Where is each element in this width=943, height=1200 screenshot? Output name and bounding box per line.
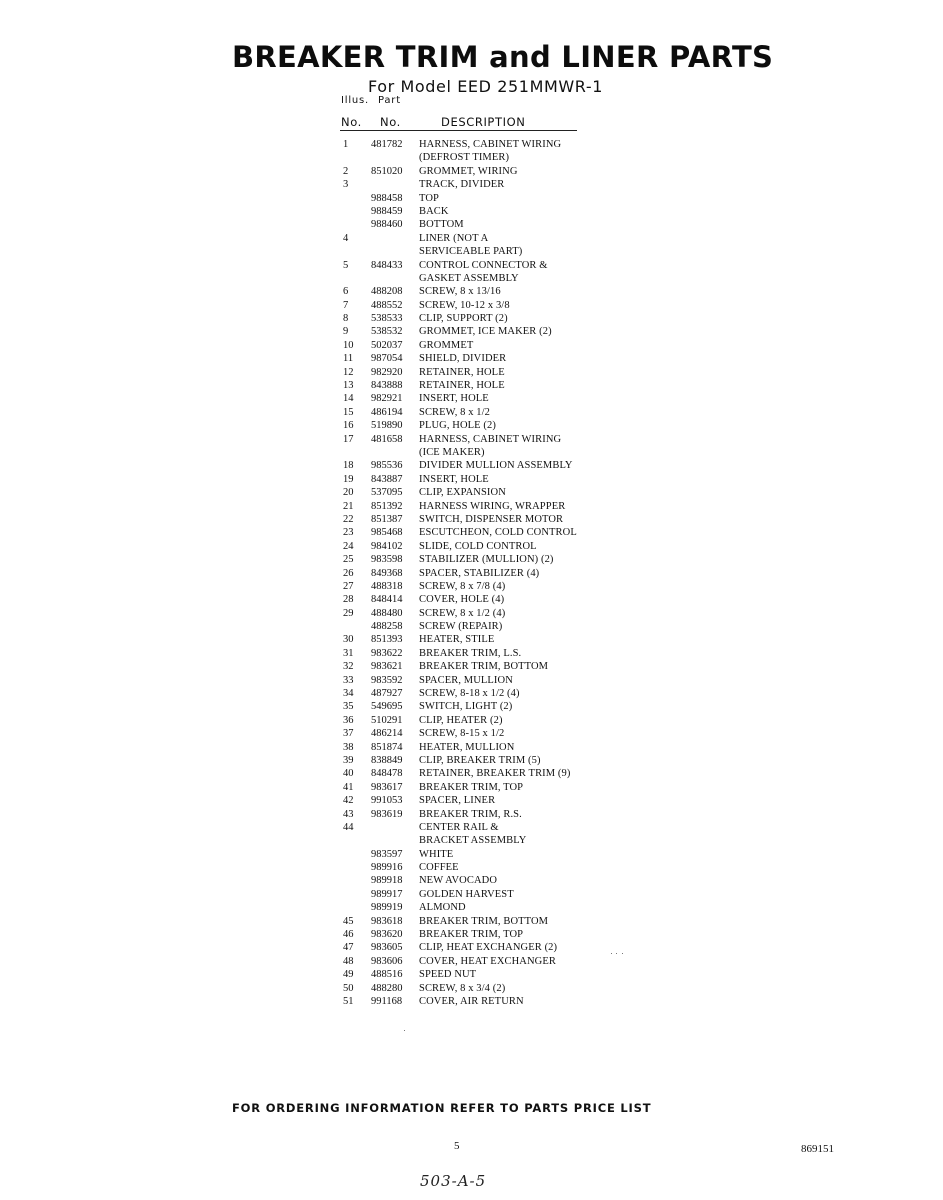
part-description: COVER, AIR RETURN — [419, 996, 524, 1007]
part-description: COVER, HEAT EXCHANGER — [419, 955, 556, 967]
table-row — [0, 660, 943, 673]
part-number: 991168 — [371, 996, 403, 1007]
table-row — [0, 995, 943, 1008]
table-row — [0, 941, 943, 954]
part-description: TRACK, DIVIDER — [419, 179, 505, 191]
table-row — [0, 325, 943, 338]
table-row — [0, 754, 943, 767]
illus-number: 30 — [343, 634, 354, 646]
illus-number: 40 — [343, 768, 354, 780]
part-number: 989918 — [371, 875, 403, 887]
ordering-note: FOR ORDERING INFORMATION REFER TO PARTS PRICE LIST — [232, 1101, 652, 1115]
illus-number: 21 — [343, 500, 354, 512]
illus-number: 29 — [343, 607, 354, 619]
illus-number: 38 — [343, 741, 354, 753]
part-number: 488480 — [371, 607, 403, 619]
part-description: SCREW, 10-12 x 3/8 — [419, 299, 510, 311]
part-number: 510291 — [371, 714, 403, 726]
table-row — [0, 312, 943, 325]
part-description: SLIDE, COLD CONTROL — [419, 540, 537, 552]
part-description: SCREW, 8-18 x 1/2 (4) — [419, 688, 520, 700]
table-row — [0, 674, 943, 687]
illus-number: 32 — [343, 661, 354, 673]
illus-number: 31 — [343, 647, 354, 659]
part-description: CLIP, SUPPORT (2) — [419, 313, 508, 325]
illus-number: 42 — [343, 795, 354, 807]
part-number: 988460 — [371, 219, 403, 231]
illus-number: 26 — [343, 567, 354, 579]
illus-number: 19 — [343, 473, 354, 485]
table-row — [0, 901, 943, 914]
table-row — [0, 446, 943, 459]
table-row — [0, 392, 943, 405]
table-row — [0, 714, 943, 727]
part-number: 851387 — [371, 513, 403, 525]
illus-number: 7 — [343, 299, 349, 311]
illus-number: 25 — [343, 554, 354, 566]
table-row — [0, 607, 943, 620]
part-number: 537095 — [371, 487, 403, 499]
column-header-part: Part — [378, 95, 401, 106]
illus-number: 23 — [343, 527, 354, 539]
illus-number: 28 — [343, 594, 354, 606]
part-number: 487927 — [371, 688, 403, 700]
illus-number: 39 — [343, 754, 354, 766]
table-row — [0, 915, 943, 928]
illus-number: 27 — [343, 580, 354, 592]
part-number: 851393 — [371, 634, 403, 646]
illus-number: 50 — [343, 982, 354, 994]
part-description: BOTTOM — [419, 219, 464, 231]
illus-number: 41 — [343, 781, 354, 793]
table-row — [0, 821, 943, 834]
illus-number: 10 — [343, 339, 354, 351]
part-description: SCREW, 8-15 x 1/2 — [419, 728, 505, 740]
part-number: 984102 — [371, 540, 403, 552]
part-number: 838849 — [371, 754, 403, 766]
part-description: SWITCH, DISPENSER MOTOR — [419, 513, 564, 525]
part-number: 982921 — [371, 393, 403, 405]
table-row — [0, 580, 943, 593]
handwritten-note: 503-A-5 — [420, 1172, 487, 1190]
table-row — [0, 138, 943, 151]
illus-number: 2 — [343, 165, 349, 177]
part-description: BACK — [419, 205, 449, 217]
table-row — [0, 874, 943, 887]
part-number: 985468 — [371, 527, 403, 539]
part-description: SWITCH, LIGHT (2) — [419, 701, 513, 713]
part-number: 983592 — [371, 674, 403, 686]
part-number: 985536 — [371, 460, 403, 472]
table-row — [0, 808, 943, 821]
illus-number: 16 — [343, 420, 354, 432]
part-number: 843887 — [371, 473, 403, 485]
part-number: 848433 — [371, 259, 403, 271]
table-row — [0, 794, 943, 807]
parts-table — [0, 138, 943, 1008]
table-row — [0, 379, 943, 392]
part-description: GROMMET, WIRING — [419, 165, 518, 177]
part-description: CLIP, EXPANSION — [419, 487, 506, 499]
part-description: HARNESS, CABINET WIRING — [419, 433, 562, 445]
part-number: 988459 — [371, 205, 403, 217]
document-number: 869151 — [801, 1143, 834, 1155]
part-description: STABILIZER (MULLION) (2) — [419, 554, 554, 566]
table-row — [0, 352, 943, 365]
part-description: SHIELD, DIVIDER — [419, 353, 507, 365]
part-number: 982920 — [371, 366, 403, 378]
column-header-description: DESCRIPTION — [441, 115, 526, 129]
part-number: 991053 — [371, 795, 403, 807]
illus-number: 12 — [343, 366, 354, 378]
illus-number: 3 — [343, 179, 349, 191]
table-row — [0, 741, 943, 754]
column-header-part-no: No. — [380, 115, 401, 129]
part-number: 519890 — [371, 420, 403, 432]
illus-number: 14 — [343, 393, 354, 405]
part-description: HEATER, MULLION — [419, 741, 515, 753]
table-row — [0, 205, 943, 218]
part-description: GOLDEN HARVEST — [419, 888, 514, 900]
part-description: DIVIDER MULLION ASSEMBLY — [419, 460, 573, 472]
table-row — [0, 553, 943, 566]
table-row — [0, 700, 943, 713]
part-number: 488318 — [371, 580, 403, 592]
part-description: SPEED NUT — [419, 969, 477, 981]
part-description: BREAKER TRIM, TOP — [419, 929, 524, 941]
part-description: SPACER, LINER — [419, 795, 496, 807]
part-description: WHITE — [419, 848, 454, 860]
part-description: (ICE MAKER) — [419, 446, 485, 458]
part-number: 989917 — [371, 888, 403, 900]
illus-number: 36 — [343, 714, 354, 726]
part-description: HARNESS WIRING, WRAPPER — [419, 500, 566, 512]
column-header-illus: Illus. — [341, 95, 370, 106]
part-number: 488208 — [371, 286, 403, 298]
part-description: GROMMET — [419, 339, 474, 351]
illus-number: 24 — [343, 540, 354, 552]
table-row — [0, 366, 943, 379]
table-row — [0, 165, 943, 178]
table-row — [0, 888, 943, 901]
part-number: 989916 — [371, 862, 403, 874]
part-description: RETAINER, BREAKER TRIM (9) — [419, 768, 571, 780]
scan-speck — [611, 953, 612, 954]
part-number: 983621 — [371, 661, 403, 673]
part-description: BREAKER TRIM, BOTTOM — [419, 661, 549, 673]
table-row — [0, 272, 943, 285]
part-number: 983622 — [371, 647, 403, 659]
part-number: 488516 — [371, 969, 403, 981]
table-row — [0, 982, 943, 995]
illus-number: 49 — [343, 969, 354, 981]
part-number: 488552 — [371, 299, 403, 311]
table-row — [0, 245, 943, 258]
table-row — [0, 593, 943, 606]
table-row — [0, 513, 943, 526]
scan-speck — [616, 953, 617, 954]
part-description: (DEFROST TIMER) — [419, 152, 510, 164]
illus-number: 9 — [343, 326, 349, 338]
table-row — [0, 218, 943, 231]
part-number: 983598 — [371, 554, 403, 566]
illus-number: 22 — [343, 513, 354, 525]
part-number: 851874 — [371, 741, 403, 753]
part-description: NEW AVOCADO — [419, 875, 498, 887]
part-description: GROMMET, ICE MAKER (2) — [419, 326, 552, 338]
part-number: 849368 — [371, 567, 403, 579]
page-title: BREAKER TRIM and LINER PARTS — [232, 40, 774, 74]
part-description: BRACKET ASSEMBLY — [419, 835, 527, 847]
page-number: 5 — [454, 1140, 460, 1152]
part-description: SERVICEABLE PART) — [419, 246, 523, 258]
part-number: 851392 — [371, 500, 403, 512]
part-description: GASKET ASSEMBLY — [419, 272, 519, 284]
model-subtitle: For Model EED 251MMWR-1 — [368, 77, 604, 96]
part-description: SCREW, 8 x 1/2 (4) — [419, 607, 506, 619]
part-description: CONTROL CONNECTOR & — [419, 259, 548, 271]
part-description: ALMOND — [419, 902, 466, 914]
illus-number: 5 — [343, 259, 349, 271]
table-row — [0, 232, 943, 245]
part-number: 988458 — [371, 192, 403, 204]
illus-number: 17 — [343, 433, 354, 445]
table-row — [0, 968, 943, 981]
part-description: RETAINER, HOLE — [419, 380, 505, 392]
part-number: 983618 — [371, 915, 403, 927]
table-row — [0, 178, 943, 191]
table-row — [0, 620, 943, 633]
part-number: 987054 — [371, 353, 403, 365]
illus-number: 34 — [343, 688, 354, 700]
part-description: BREAKER TRIM, R.S. — [419, 808, 522, 820]
part-description: BREAKER TRIM, BOTTOM — [419, 915, 549, 927]
part-description: COVER, HOLE (4) — [419, 594, 505, 606]
part-description: HARNESS, CABINET WIRING — [419, 139, 562, 150]
part-description: TOP — [419, 192, 439, 204]
table-row — [0, 151, 943, 164]
table-row — [0, 473, 943, 486]
part-description: BREAKER TRIM, L.S. — [419, 647, 522, 659]
table-row — [0, 727, 943, 740]
illus-number: 37 — [343, 728, 354, 740]
table-row — [0, 861, 943, 874]
part-description: CLIP, BREAKER TRIM (5) — [419, 754, 541, 766]
table-row — [0, 567, 943, 580]
part-description: LINER (NOT A — [419, 232, 489, 244]
table-row — [0, 285, 943, 298]
table-row — [0, 647, 943, 660]
illus-number: 46 — [343, 929, 354, 941]
table-row — [0, 848, 943, 861]
part-number: 488280 — [371, 982, 403, 994]
part-description: INSERT, HOLE — [419, 393, 489, 405]
part-number: 843888 — [371, 380, 403, 392]
part-number: 481782 — [371, 139, 403, 150]
column-header-illus-no: No. — [341, 115, 362, 129]
table-row — [0, 192, 943, 205]
part-number: 486194 — [371, 406, 403, 418]
illus-number: 51 — [343, 996, 354, 1007]
part-description: CLIP, HEAT EXCHANGER (2) — [419, 942, 558, 954]
table-row — [0, 406, 943, 419]
part-description: INSERT, HOLE — [419, 473, 489, 485]
illus-number: 1 — [343, 139, 349, 150]
part-description: SPACER, STABILIZER (4) — [419, 567, 540, 579]
table-row — [0, 834, 943, 847]
part-number: 983619 — [371, 808, 403, 820]
table-row — [0, 419, 943, 432]
part-number: 488258 — [371, 621, 403, 633]
illus-number: 15 — [343, 406, 354, 418]
part-description: RETAINER, HOLE — [419, 366, 505, 378]
illus-number: 35 — [343, 701, 354, 713]
part-description: ESCUTCHEON, COLD CONTROL — [419, 527, 577, 539]
table-row — [0, 633, 943, 646]
table-row — [0, 299, 943, 312]
part-description: BREAKER TRIM, TOP — [419, 781, 524, 793]
table-row — [0, 767, 943, 780]
illus-number: 20 — [343, 487, 354, 499]
part-description: COFFEE — [419, 862, 459, 874]
part-number: 983605 — [371, 942, 403, 954]
illus-number: 4 — [343, 232, 349, 244]
table-row — [0, 526, 943, 539]
part-description: SCREW, 8 x 3/4 (2) — [419, 982, 506, 994]
illus-number: 11 — [343, 353, 354, 365]
part-description: HEATER, STILE — [419, 634, 495, 646]
part-number: 989919 — [371, 902, 403, 914]
table-row — [0, 781, 943, 794]
illus-number: 13 — [343, 380, 354, 392]
part-description: CLIP, HEATER (2) — [419, 714, 503, 726]
part-number: 983620 — [371, 929, 403, 941]
table-row — [0, 459, 943, 472]
illus-number: 48 — [343, 955, 354, 967]
header-divider — [340, 130, 577, 131]
part-number: 983597 — [371, 848, 403, 860]
table-row — [0, 500, 943, 513]
part-number: 502037 — [371, 339, 403, 351]
part-description: PLUG, HOLE (2) — [419, 420, 496, 432]
part-number: 538532 — [371, 326, 403, 338]
table-row — [0, 687, 943, 700]
illus-number: 44 — [343, 821, 354, 833]
table-row — [0, 433, 943, 446]
table-row — [0, 540, 943, 553]
part-description: SCREW, 8 x 1/2 — [419, 406, 491, 418]
table-row — [0, 259, 943, 272]
table-row — [0, 955, 943, 968]
part-description: SCREW, 8 x 7/8 (4) — [419, 580, 506, 592]
table-row — [0, 339, 943, 352]
illus-number: 6 — [343, 286, 349, 298]
illus-number: 18 — [343, 460, 354, 472]
scan-speck — [404, 1030, 405, 1031]
illus-number: 43 — [343, 808, 354, 820]
part-description: SPACER, MULLION — [419, 674, 513, 686]
part-description: CENTER RAIL & — [419, 821, 499, 833]
part-number: 538533 — [371, 313, 403, 325]
part-description: SCREW, 8 x 13/16 — [419, 286, 501, 298]
table-row — [0, 928, 943, 941]
illus-number: 45 — [343, 915, 354, 927]
part-description: SCREW (REPAIR) — [419, 621, 503, 633]
part-number: 848414 — [371, 594, 403, 606]
part-number: 851020 — [371, 165, 403, 177]
part-number: 486214 — [371, 728, 403, 740]
illus-number: 8 — [343, 313, 349, 325]
scan-speck — [622, 953, 623, 954]
table-row — [0, 486, 943, 499]
part-number: 481658 — [371, 433, 403, 445]
part-number: 549695 — [371, 701, 403, 713]
part-number: 848478 — [371, 768, 403, 780]
part-number: 983617 — [371, 781, 403, 793]
illus-number: 33 — [343, 674, 354, 686]
illus-number: 47 — [343, 942, 354, 954]
part-number: 983606 — [371, 955, 403, 967]
